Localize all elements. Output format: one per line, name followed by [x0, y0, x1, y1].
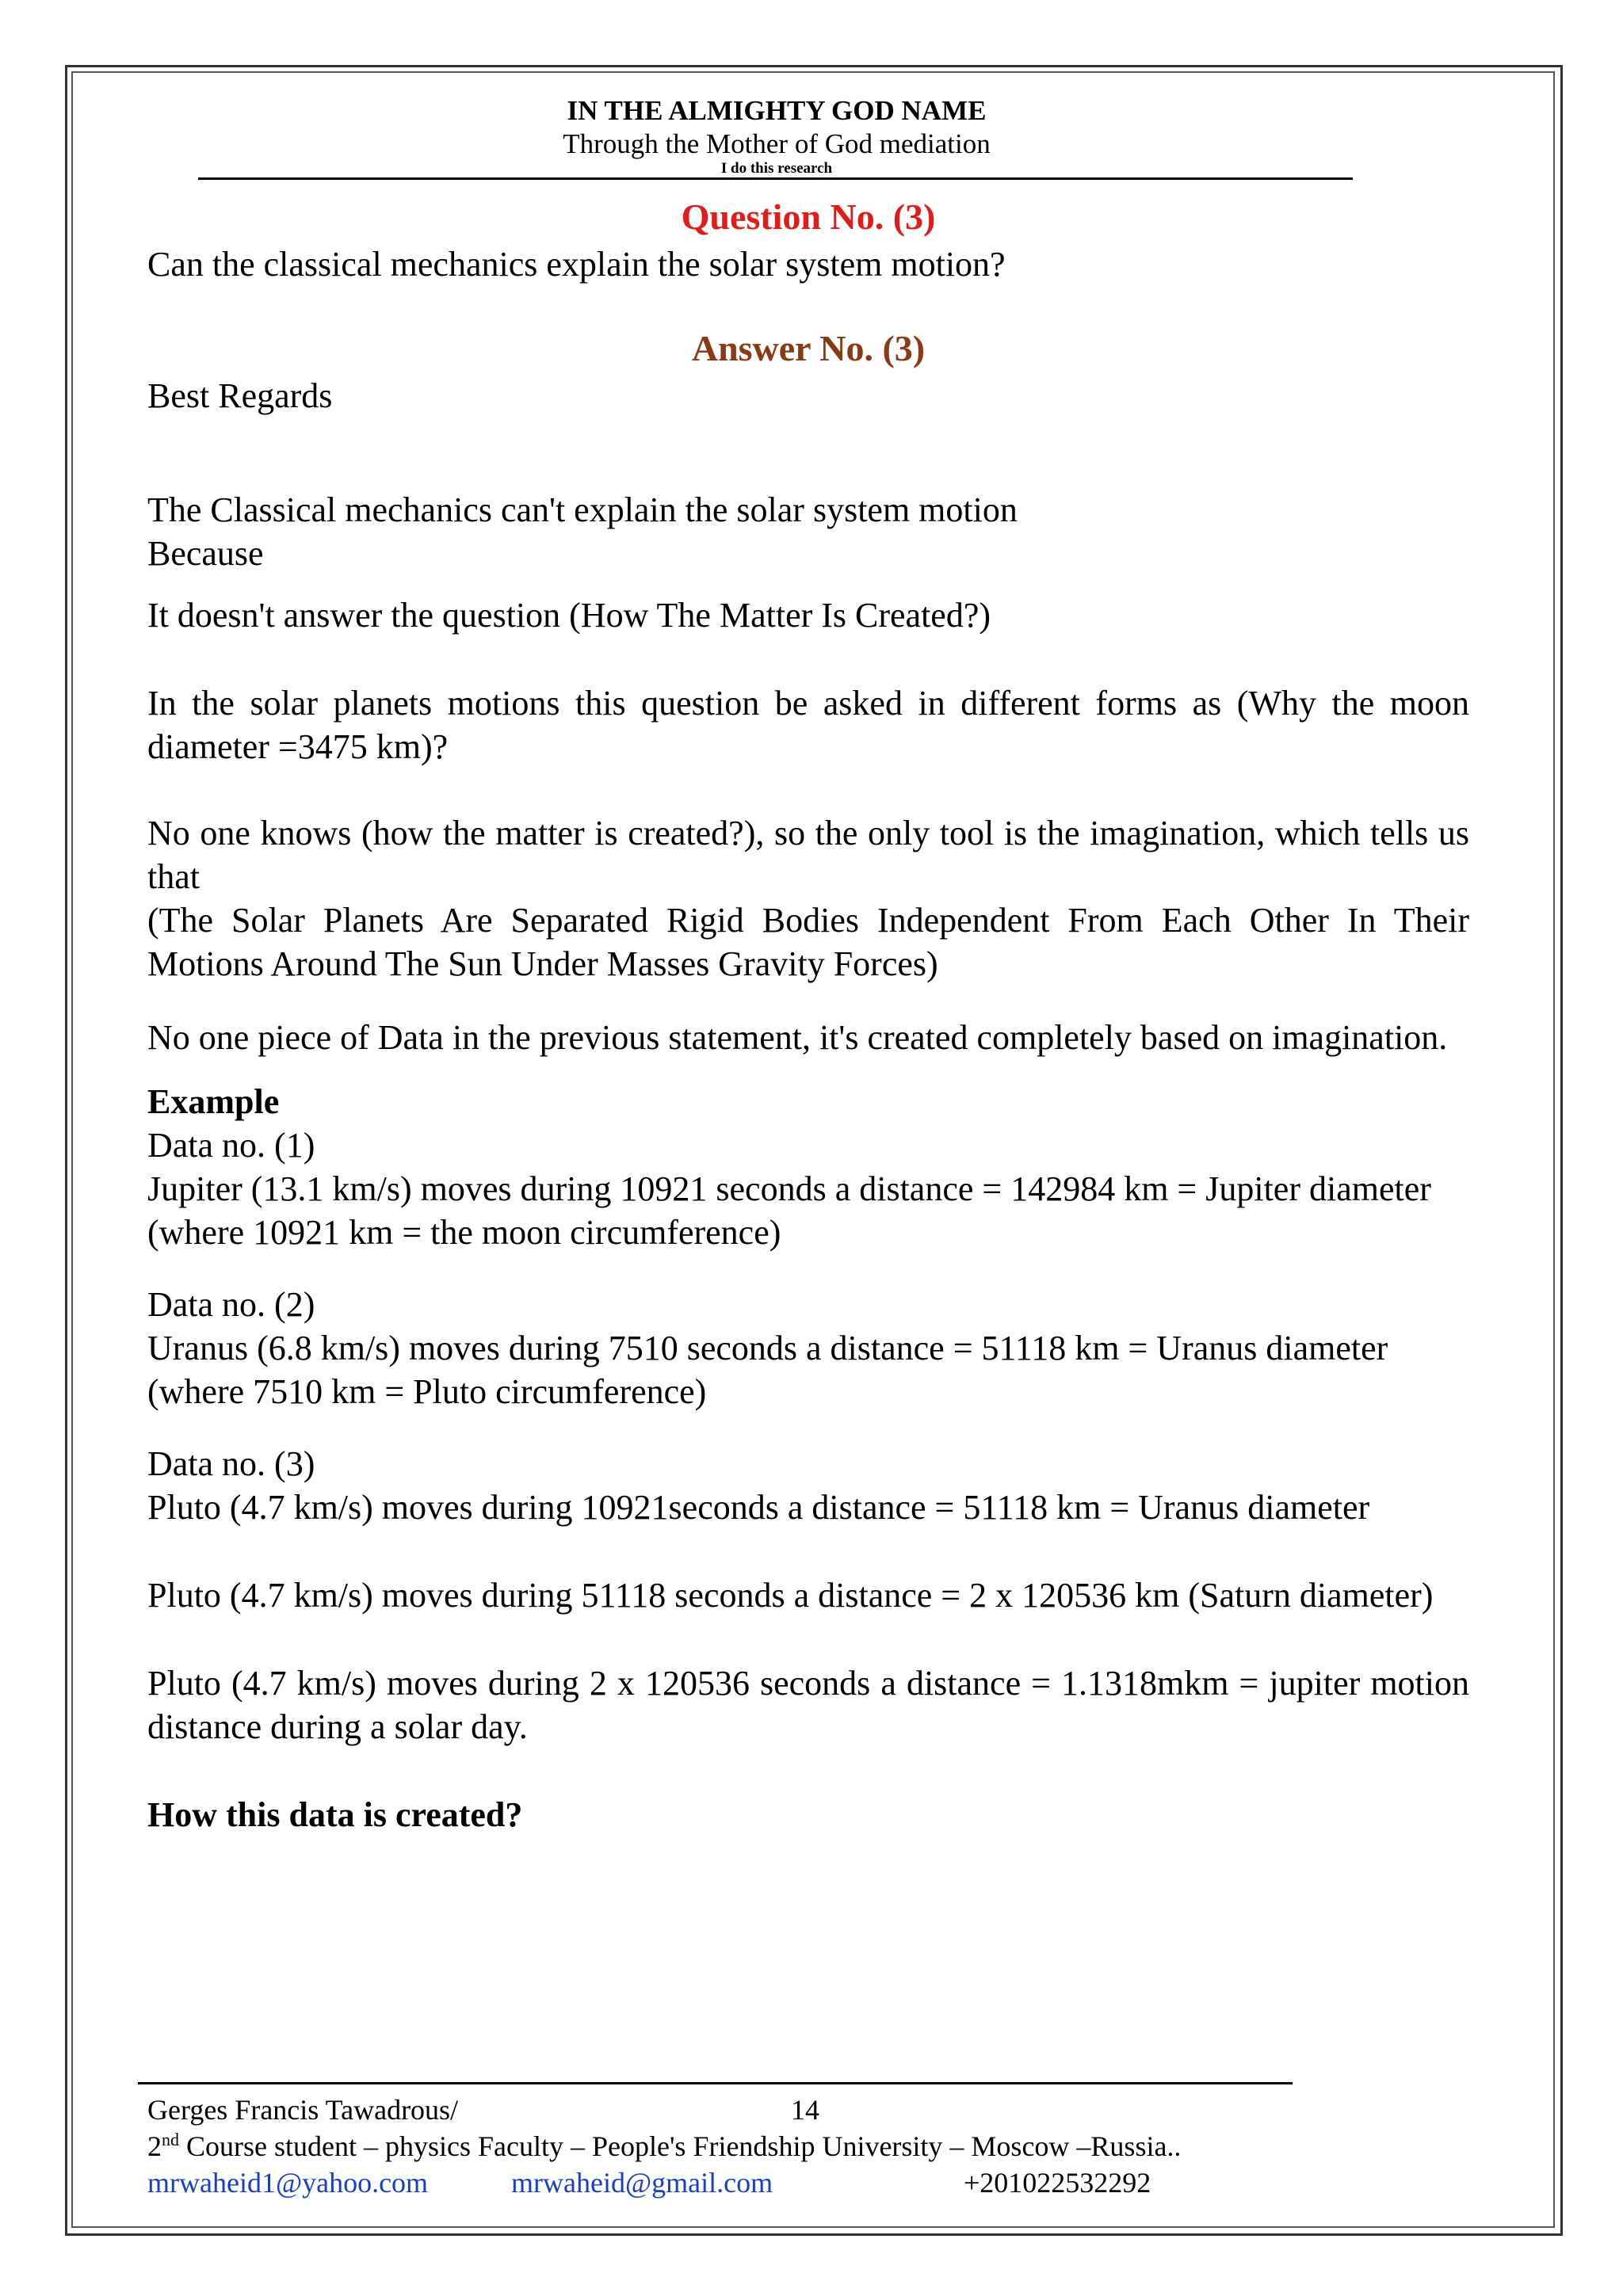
data3-label: Data no. (3) — [147, 1444, 315, 1483]
footer-divider — [138, 2082, 1293, 2084]
data2-text: Uranus (6.8 km/s) moves during 7510 seconds a distance = 51118 km = Uranus diameter — [147, 1329, 1388, 1367]
email-link-yahoo[interactable]: mrwaheid1@yahoo.com — [147, 2167, 429, 2199]
question-title: Question No. (3) — [681, 196, 936, 237]
header-subtitle: Through the Mother of God mediation — [563, 128, 991, 159]
pluto-statement-3: Pluto (4.7 km/s) moves during 2 x 120536 seconds a distance = 1.1318mkm = jupiter motion distance during a solar day. — [147, 1664, 1469, 1746]
data2-note: (where 7510 km = Pluto circumference) — [147, 1372, 707, 1411]
data1-note: (where 10921 km = the moon circumference) — [147, 1213, 781, 1252]
course-number: 2 — [147, 2130, 162, 2162]
data1-label: Data no. (1) — [147, 1126, 315, 1165]
header-title: IN THE ALMIGHTY GOD NAME — [567, 95, 987, 126]
answer-paragraph-5: (The Solar Planets Are Separated Rigid Bodies Independent From Each Other In Their Motions Around The Sun Under Masses Gravity Forces) — [147, 901, 1469, 983]
answer-title: Answer No. (3) — [691, 328, 926, 368]
answer-paragraph-2: It doesn't answer the question (How The Matter Is Created?) — [147, 596, 991, 635]
pluto-statement-2: Pluto (4.7 km/s) moves during 51118 seconds a distance = 2 x 120536 km (Saturn diameter) — [147, 1576, 1434, 1615]
footer-author: Gerges Francis Tawadrous/ — [147, 2094, 459, 2126]
greeting: Best Regards — [147, 376, 333, 415]
phone-number: +201022532292 — [964, 2167, 1151, 2199]
page-header — [198, 93, 1355, 177]
answer-paragraph-4: No one knows (how the matter is created?), so the only tool is the imagination, which tells us that — [147, 814, 1469, 896]
course-text: Course student – physics Faculty – People's Friendship University – Moscow –Russia.. — [179, 2130, 1182, 2162]
closing-question: How this data is created? — [147, 1795, 523, 1834]
document-body — [147, 187, 1469, 1836]
page-footer — [147, 2092, 1495, 2201]
answer-line-2: Because — [147, 534, 264, 573]
page-number: 14 — [791, 2094, 819, 2126]
header-divider — [198, 177, 1353, 180]
data2-label: Data no. (2) — [147, 1285, 315, 1324]
data1-text: Jupiter (13.1 km/s) moves during 10921 seconds a distance = 142984 km = Jupiter diameter — [147, 1169, 1431, 1208]
email-link-gmail[interactable]: mrwaheid@gmail.com — [511, 2167, 773, 2199]
answer-line-1: The Classical mechanics can't explain the solar system motion — [147, 490, 1018, 529]
footer-course-line — [147, 2128, 1495, 2164]
course-ordinal-suffix: nd — [162, 2130, 179, 2149]
question-text: Can the classical mechanics explain the solar system motion? — [147, 245, 1006, 284]
answer-paragraph-3: In the solar planets motions this question be asked in different forms as (Why the moon diameter =3475 km)? — [147, 684, 1469, 766]
example-heading: Example — [147, 1082, 280, 1121]
data3-text: Pluto (4.7 km/s) moves during 10921seconds a distance = 51118 km = Uranus diameter — [147, 1488, 1370, 1527]
answer-paragraph-6: No one piece of Data in the previous statement, it's created completely based on imagination. — [147, 1018, 1448, 1057]
header-note: I do this research — [720, 160, 833, 177]
